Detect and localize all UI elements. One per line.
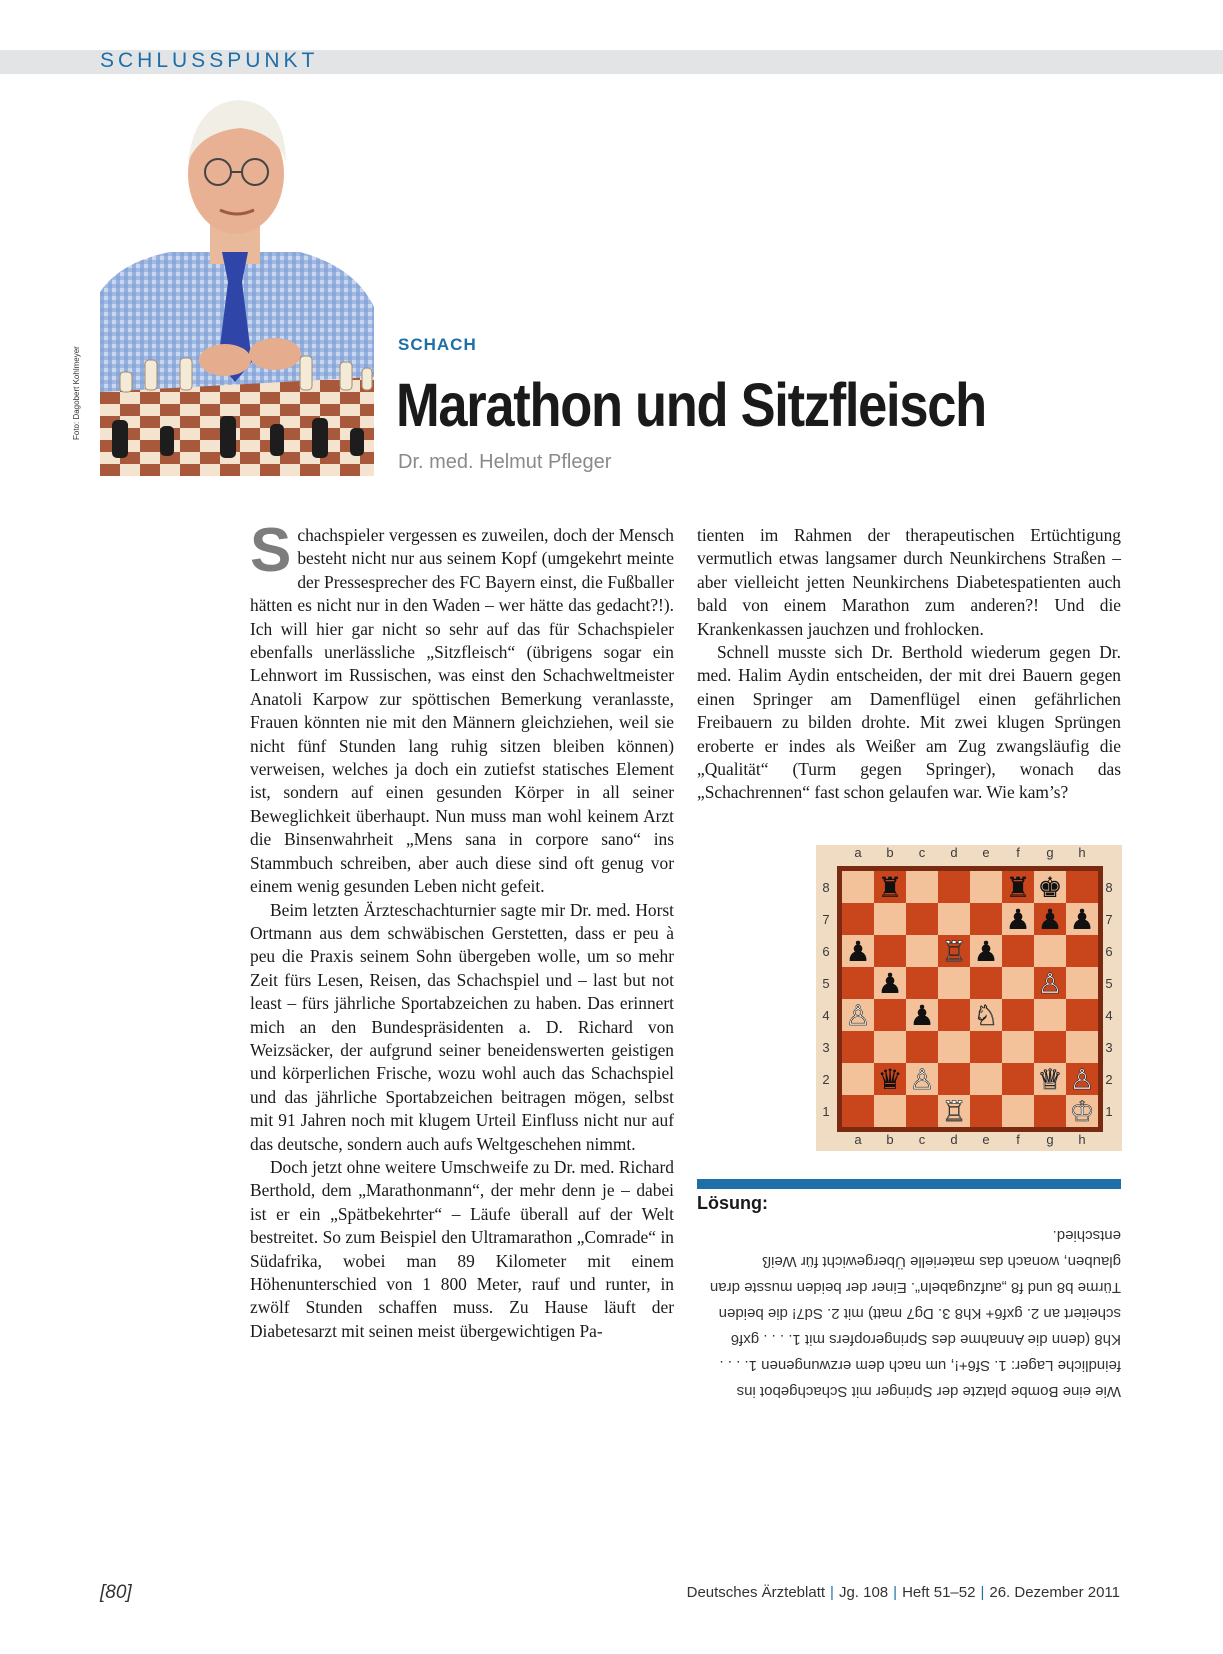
board-square-h4 [1066, 999, 1098, 1031]
chess-piece-g8: ♚ [1037, 871, 1063, 904]
article-column-right [697, 524, 1121, 805]
board-square-g6 [1034, 935, 1066, 967]
journal-issue: Heft 51–52 [902, 1584, 976, 1601]
paragraph: Doch jetzt ohne weitere Umschweife zu Dr. med. Richard Berthold, dem „Marathonmann“, der mehr denn je – dabei ist er ein „Spätbekehrter“ – Läufe überall auf der Welt bestreitet. So zum Beispiel den Ultramarathon „Comrade“ in Südafrika, wobei man 89 Kilometer mit einem Höhenunterschied von 1 800 Meter, rauf und runter, in zwölf Stunden schaffen muss. Zu Hause läuft der Diabetesarzt mit seinen meist übergewichtigen Pa- [250, 1156, 674, 1341]
article-kicker: SCHACH [398, 335, 477, 354]
solution-bar [697, 1179, 1121, 1189]
chess-piece-e4: ♘ [973, 999, 999, 1032]
rank-label: 1 [822, 1104, 830, 1119]
chess-piece-a4: ♙ [845, 999, 871, 1032]
board-square-f6 [1002, 935, 1034, 967]
chess-piece-c4: ♟ [909, 999, 935, 1032]
board-square-b6 [874, 935, 906, 967]
board-square-c3 [906, 1031, 938, 1063]
board-square-b1 [874, 1095, 906, 1127]
drop-cap: S [250, 516, 292, 585]
board-square-a7 [842, 903, 874, 935]
file-label: h [1078, 845, 1086, 860]
article-title: Marathon und Sitzfleisch [396, 371, 986, 439]
board-square-a5 [842, 967, 874, 999]
rank-label: 7 [1105, 912, 1113, 927]
chess-piece-h1: ♔ [1069, 1095, 1095, 1128]
page-number: [80] [100, 1582, 132, 1603]
board-square-f3 [1002, 1031, 1034, 1063]
file-label: d [950, 1132, 958, 1147]
board-square-f4 [1002, 999, 1034, 1031]
board-square-c8 [906, 871, 938, 903]
board-square-e1 [970, 1095, 1002, 1127]
board-square-c5 [906, 967, 938, 999]
file-label: b [886, 1132, 894, 1147]
rank-label: 3 [822, 1040, 830, 1055]
chess-piece-b2: ♛ [877, 1063, 903, 1096]
rank-label: 1 [1105, 1104, 1113, 1119]
paragraph: tienten im Rahmen der therapeutischen Ertüchtigung vermutlich etwas langsamer durch Neunkirchens Straßen – aber vielleicht jetten Neunkirchens Diabetespatienten auch bald von einem Marathon zum anderen?! Und die Krankenkassen jauchzen und frohlocken. [697, 525, 1121, 639]
board-square-b4 [874, 999, 906, 1031]
board-square-h3 [1066, 1031, 1098, 1063]
board-square-d5 [938, 967, 970, 999]
board-square-e7 [970, 903, 1002, 935]
file-label: a [854, 845, 862, 860]
board-square-a3 [842, 1031, 874, 1063]
chess-piece-a6: ♟ [845, 935, 871, 968]
chess-piece-g5: ♙ [1037, 967, 1063, 1000]
file-label: g [1046, 845, 1054, 860]
file-label: a [854, 1132, 862, 1147]
board-square-b7 [874, 903, 906, 935]
board-square-g1 [1034, 1095, 1066, 1127]
rank-label: 8 [1105, 880, 1113, 895]
chess-diagram [816, 845, 1122, 1151]
board-square-c7 [906, 903, 938, 935]
board-square-e2 [970, 1063, 1002, 1095]
journal-date: 26. Dezember 2011 [989, 1584, 1120, 1601]
paragraph: Beim letzten Ärzteschachturnier sagte mir Dr. med. Horst Ortmann aus dem schwäbischen Gerstetten, dass er peu à peu die Praxis seinem Sohn übergeben wolle, um so mehr Zeit fürs Lesen, Reisen, das Schachspiel und – last but not least – fürs jährliche Sportabzeichen zu haben. Das erinnert mich an den Bundespräsidenten a. D. Richard von Weizsäcker, der aufgrund seiner beneidenswerten geistigen und körperlichen Frische, wozu wohl auch das Schachspiel und das jährliche Sportabzeichen beitragen mögen, selbst mit 91 Jahren noch mit klugem Urteil Einfluss nicht nur auf das deutsche, sondern auch aufs Weltgeschehen nimmt. [250, 899, 674, 1154]
chess-piece-g7: ♟ [1037, 903, 1063, 936]
board-square-a8 [842, 871, 874, 903]
rank-label: 7 [822, 912, 830, 927]
chess-board [816, 845, 1122, 1151]
file-label: b [886, 845, 894, 860]
rank-label: 3 [1105, 1040, 1113, 1055]
chess-piece-c2: ♙ [909, 1063, 935, 1096]
file-label: e [982, 845, 990, 860]
rank-label: 5 [822, 976, 830, 991]
chess-piece-h7: ♟ [1069, 903, 1095, 936]
board-square-h8 [1066, 871, 1098, 903]
chess-piece-f7: ♟ [1005, 903, 1031, 936]
file-label: d [950, 845, 958, 860]
board-square-d3 [938, 1031, 970, 1063]
rank-label: 2 [1105, 1072, 1113, 1087]
board-square-f2 [1002, 1063, 1034, 1095]
board-square-b3 [874, 1031, 906, 1063]
board-square-g4 [1034, 999, 1066, 1031]
board-square-c6 [906, 935, 938, 967]
file-label: g [1046, 1132, 1054, 1147]
solution-paragraph: Wie eine Bombe platzte der Springer mit Schachgebot ins feindliche Lager: 1. Sf6+!, um nach dem erzwungenen 1. . . . Kh8 (denn die Annahme des Springeropfers mit 1. . . . gxf6 scheitert an 2. gxf6+ Kh8 3. Dg7 matt) mit 2. Sd7! die beiden Türme b8 und f8 „aufzugabeln“. Einer der beiden musste dran glauben, wonach das materielle Übergewicht für Weiß entschied. [709, 1227, 1121, 1400]
board-square-h5 [1066, 967, 1098, 999]
article-column-left [250, 516, 674, 1343]
board-square-g3 [1034, 1031, 1066, 1063]
author-photo [100, 92, 374, 476]
file-label: f [1016, 1132, 1020, 1147]
paragraph: Schnell musste sich Dr. Berthold wiederum gegen Dr. med. Halim Aydin entscheiden, der mit drei Bauern gegen einen Springer am Damenflügel einen gefährlichen Freibauern zu bilden drohte. Mit zwei klugen Sprüngen eroberte er indes als Weißer am Zug zwangsläufig die „Qualität“ (Turm gegen Springer), wonach das „Schachrennen“ fast schon gelaufen war. Wie kam’s? [697, 642, 1121, 803]
article-author: Dr. med. Helmut Pfleger [398, 451, 612, 473]
chess-piece-d1: ♖ [941, 1095, 967, 1128]
solution-heading: Lösung: [697, 1193, 768, 1213]
file-label: e [982, 1132, 990, 1147]
board-square-e3 [970, 1031, 1002, 1063]
solution-text-upside-down [697, 1222, 1121, 1404]
board-square-e5 [970, 967, 1002, 999]
chess-piece-b5: ♟ [877, 967, 903, 1000]
board-square-a2 [842, 1063, 874, 1095]
board-square-a1 [842, 1095, 874, 1127]
file-label: c [918, 845, 926, 860]
section-label: SCHLUSSPUNKT [100, 49, 319, 72]
rank-label: 6 [1105, 944, 1113, 959]
file-label: f [1016, 845, 1020, 860]
board-square-h6 [1066, 935, 1098, 967]
file-label: c [918, 1132, 926, 1147]
board-square-d8 [938, 871, 970, 903]
rank-label: 8 [822, 880, 830, 895]
chess-piece-d6: ♖ [941, 935, 967, 968]
chess-piece-e6: ♟ [973, 935, 999, 968]
rank-label: 5 [1105, 976, 1113, 991]
board-square-f5 [1002, 967, 1034, 999]
board-square-c1 [906, 1095, 938, 1127]
chess-piece-h2: ♙ [1069, 1063, 1095, 1096]
journal-volume: Jg. 108 [838, 1584, 889, 1601]
chess-piece-g2: ♕ [1037, 1063, 1063, 1096]
paragraph: Schachspieler vergessen es zuweilen, doch der Mensch besteht nicht nur aus seinem Kopf (umgekehrt meinte der Pressesprecher des FC Bayern einst, die Fußballer hätten es nicht nur in den Waden – wer hätte das gedacht?!). Ich will hier gar nicht so sehr auf das für Schachspieler ebenfalls unerlässliche „Sitzfleisch“ (übrigens sogar ein Lehnwort im Russischen, was einst den Schachweltmeister Anatoli Karpow zur spöttischen Bemerkung veranlasste, Frauen könnten nie mit den Männern gleichziehen, weil sie nicht fünf Stunden lang ruhig sitzen bleiben können) verweisen, welches ja doch ein zutiefst statisches Element ist, sondern auf einen gesunden Körper in all seiner Beweglichkeit überhaupt. Nun muss man wohl keinem Arzt die Binsenwahrheit „Mens sana in corpore sano“ ins Stammbuch schreiben, aber auch diese sind oft genug vor einem wenig gesunden Leben nicht gefeit. [250, 516, 674, 897]
board-square-d4 [938, 999, 970, 1031]
board-square-d2 [938, 1063, 970, 1095]
rank-label: 6 [822, 944, 830, 959]
footer-citation: Deutsches Ärzteblatt | Jg. 108 | Heft 51–52 | 26. Dezember 2011 [686, 1584, 1120, 1601]
board-square-f1 [1002, 1095, 1034, 1127]
rank-label: 4 [822, 1008, 830, 1023]
board-square-d7 [938, 903, 970, 935]
rank-label: 2 [822, 1072, 830, 1087]
board-square-e8 [970, 871, 1002, 903]
chess-piece-b8: ♜ [877, 871, 903, 904]
file-label: h [1078, 1132, 1086, 1147]
chess-piece-f8: ♜ [1005, 871, 1031, 904]
journal-name: Deutsches Ärzteblatt [686, 1584, 826, 1601]
rank-label: 4 [1105, 1008, 1113, 1023]
photo-credit: Foto: Dagobert Kohlmeyer [72, 346, 81, 440]
